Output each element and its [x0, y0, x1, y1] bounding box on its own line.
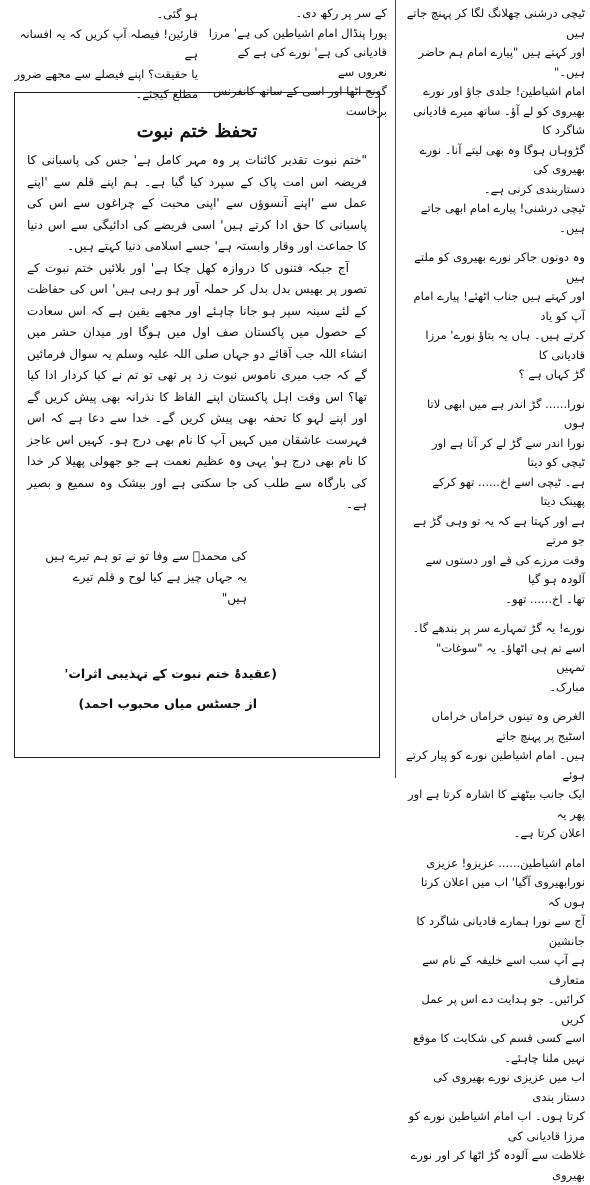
text-line: اور کہتے ہیں جناب اٹھئے! پیارے امام آپ کو یاد: [413, 289, 585, 323]
text-line: بھیروی کو لے آؤ۔ ساتھ میرے قادیانی شاگرد کا: [413, 103, 585, 137]
right-column: [405, 4, 585, 1185]
text-line: اسے تم ہی اٹھاؤ۔ یہ "سوغات" تمہیں: [436, 640, 585, 674]
text-line: گونج اٹھا اور اسی کے ساتھ کانفرنس برخاست: [213, 84, 387, 118]
text-line: مبارک۔: [549, 679, 585, 694]
quote-box: [14, 92, 380, 758]
text-line: کرتا ہوں۔ اب امام اشیاطین نورے کو مرزا قادیانی کی: [408, 1109, 585, 1143]
text-line: [405, 238, 585, 248]
text-line: الغرض وہ تینوں خراماں خراماں اسٹیج پر پہنچ جاتے: [431, 709, 585, 743]
column-divider: [395, 0, 396, 778]
text-line: کرتے ہیں۔ ہاں یہ بتاؤ نورے' مرزا قادیانی کا: [425, 328, 585, 362]
poem-line: یہ جہاں چیز ہے کیا لوح و قلم تیرے: [72, 569, 247, 584]
text-line: نورا...... گڑ اندر ہے میں ابھی لاتا ہوں: [427, 396, 585, 430]
text-line: نورا اندر سے گڑ لے کر آتا ہے اور ٹیچی کو دیتا: [431, 435, 585, 469]
text-line: نورابھیروی آگیا' اب میں اعلان کرتا ہوں کہ: [420, 875, 585, 909]
text-line: ہو گئی۔: [156, 7, 198, 21]
source-line: (عقیدۂ ختم نبوت کے تہذیبی اثرات': [64, 665, 277, 681]
text-line: گڑوہاں ہوگا وہ بھی لیتے آنا۔ نورے بھیروی کی: [419, 142, 585, 176]
text-line: اب میں عزیزی نورے بھیروی کی دستار بندی: [433, 1070, 585, 1104]
text-line: امام اشیاطین! جلدی جاؤ اور نورے: [423, 84, 585, 98]
box-paragraph: آج جبکہ فتنوں کا دروازہ کھل چکا ہے' اور بلائیں ختم نبوت کے تصور پر بھیس بدل بدل کر حملہ آور ہو رہی ہیں' اس کی حفاظت کے لئے سینہ سپر ہو جانا چاہئے اور مجھے یقین ہے کہ اس سعادت کے حصول میں پاکستان صف اول میں ہوگا اور میدان حشر میں انشاء اللہ جب آقائے دو جہاں صلی اللہ علیہ وسلم یہ سوال فرمائیں گے کہ جب میری ناموس نبوت زد پر تھی تو تم نے کیا کردار ادا کیا تھا؟ اس وقت اہل پاکستان اپنے الفاظ کا نذرانہ بھی پیش کریں گے اور اپنے لہو کا تحفہ بھی پیش کریں گے۔ خدا سے دعا ہے کہ اس فہرست عاشقان میں کہیں آپ کا نام بھی درج ہو۔ کہیں اس عاجز کا نام بھی درج ہو' یہی وہ عظیم نعمت ہے جو جھولی پھیلا کر خدا کی بارگاہ سے طلب کی جا سکتی ہے اور بیشک وہ سمیع و بصیر ہے۔: [27, 260, 367, 511]
box-paragraph: "ختم نبوت تقدیر کائنات پر وہ مہر کامل ہے' جس کی پاسبانی کا فریضہ اس امت پاک کے سپرد کیا گیا ہے۔ ہم اپنے قلم سے 'اپنے عمل سے 'اپنے آنسوؤں سے 'اپنی محبت کے چراغوں سے اس کی پاسبانی کا حق ادا کرتے ہیں' اسی فریضے کی ادائیگی سے اس دنیا کا جماعت اور وقار وابستہ ہے' جسے اسلامی دنیا کہتے ہیں۔: [27, 153, 367, 253]
text-line: اسے کسی قسم کی شکایت کا موقع نہیں ملنا چاہئے۔: [413, 1031, 585, 1065]
text-line: وہ دونوں جاکر نورے بھیروی کو ملتے ہیں: [414, 250, 585, 284]
text-line: پورا پنڈال امام اشیاطین کی ہے' مرزا: [208, 25, 387, 40]
text-line: کرائیں۔ جو ہدایت دے اس پر عمل کریں: [421, 992, 585, 1026]
box-body: [15, 150, 379, 719]
text-line: ہے اور کہتا ہے کہ یہ تو وہی گڑ ہے جو مرتے: [413, 513, 585, 547]
text-line: ہے۔ ٹیچی اسے اخ...... تھو کرکے پھینک دیتا: [432, 474, 585, 508]
text-line: کے سر پر رکھ دی۔: [295, 6, 387, 20]
poem-line: ہیں": [221, 590, 247, 605]
text-line: [405, 385, 585, 395]
source-line: از جسٹس میاں محبوب احمد): [78, 695, 257, 711]
text-line: نورے! یہ گڑ تمہارے سر پر بندھے گا۔: [412, 621, 585, 635]
text-line: [405, 844, 585, 854]
text-line: آج سے نورا ہمارے قادیانی شاگرد کا جانشین: [416, 914, 585, 948]
text-line: ٹیچی درشنی چھلانگ لگا کر پہنچ جاتے ہیں: [406, 6, 585, 40]
text-line: امام اشیاطین...... عزیزو! عزیزی: [426, 855, 585, 870]
text-line: قارئین! فیصلہ آپ کریں کہ یہ افسانہ ہے: [19, 27, 198, 61]
top-left-text: [8, 4, 198, 104]
source-citation: [27, 659, 367, 719]
text-line: قادیانی کی ہے' نورے کی ہے کے نعروں سے: [237, 45, 387, 79]
text-line: [405, 609, 585, 619]
text-line: ایک جانب بیٹھنے کا اشارہ کرتا ہے اور پھر یہ: [408, 787, 585, 821]
text-line: ٹیچی درشنی! پیارے امام ابھی جاتے: [420, 201, 585, 215]
poem-line: کی محمدؐ سے وفا تو نے تو ہم تیرے ہیں: [45, 548, 247, 563]
text-line: غلاظت سے آلودہ گڑ اٹھا کر اور نورے بھیروی: [410, 1148, 585, 1182]
text-line: وقت مرزے کی قے اور دستوں سے آلودہ ہو گیا: [425, 552, 585, 586]
text-line: ہے آپ سب اسے خلیفہ کے نام سے متعارف: [422, 953, 585, 987]
text-line: گڑ کہاں ہے ؟: [518, 367, 585, 381]
text-line: ہیں۔: [559, 220, 585, 235]
text-line: اعلان کرتا ہے۔: [513, 826, 585, 840]
text-line: دستاربندی کرنی ہے۔: [483, 181, 585, 196]
text-line: اور کہتے ہیں "پیارے امام ہم حاضر ہیں۔": [418, 45, 585, 79]
text-line: تھا۔ اخ...... تھو۔: [505, 591, 585, 606]
box-title: تحفظ ختم نبوت: [136, 121, 258, 142]
text-line: [405, 697, 585, 707]
text-line: یا حقیقت؟ اپنے فیصلے سے مجھے ضرور مطلع کیجئے۔: [14, 67, 198, 101]
text-line: ہیں۔ امام اشیاطین نورے کو پیار کرتے ہوئے: [405, 748, 585, 782]
poem: [27, 546, 367, 609]
